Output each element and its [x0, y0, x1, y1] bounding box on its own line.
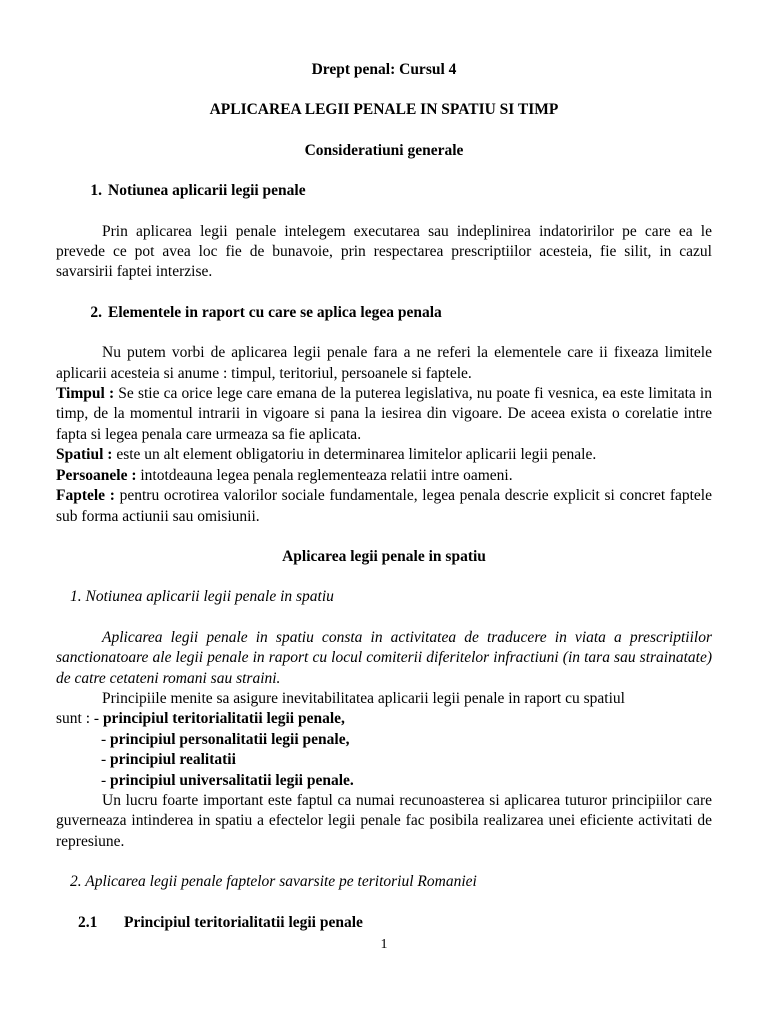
principle-reality: principiul realitatii	[110, 751, 236, 769]
list-item	[56, 730, 712, 750]
section-3-conclusion: Un lucru foarte important este faptul ca numai recunoasterea si aplicarea tuturor principiilor care guverneaza intinderea in spatiu a efectelor legii penale fac posibila realizarea unei eficiente activitati de represiune.	[56, 791, 712, 850]
principle-universality: principiul universalitatii legii penale.	[110, 771, 354, 789]
list-dash: -	[101, 751, 111, 769]
section-2-title: Elementele in raport cu care se aplica legea penala	[108, 303, 442, 321]
term-spatiul: Spatiul :	[56, 446, 113, 464]
section-1-paragraph: Prin aplicarea legii penale intelegem executarea sau indeplinirea indatoririlor pe care ea le prevede ce pot avea loc fie de bunavoie, prin respectarea prescriptiilor acesteia, fie silit, in cazul savarsirii faptei interzise.	[56, 222, 712, 281]
term-faptele: Faptele :	[56, 487, 115, 505]
list-item	[56, 771, 712, 791]
course-heading: Drept penal: Cursul 4	[311, 61, 457, 78]
definition-timpul	[56, 384, 712, 445]
term-timpul: Timpul :	[56, 385, 115, 403]
section-1-number: 1.	[90, 182, 102, 200]
section-3-italic-paragraph: Aplicarea legii penale in spatiu consta in activitatea de traducere in viata a prescriptiilor sanctionatoare ale legii penale in raport cu locul comiterii diferitelor infractiuni (in tara sau strainatate) de catre cetateni romani sau straini.	[56, 628, 712, 687]
subsection-2-1-heading	[56, 913, 712, 933]
section-1-heading	[56, 181, 712, 201]
principle-territoriality: principiul teritorialitatii legii penale,	[102, 710, 345, 728]
section-2-number: 2.	[90, 303, 102, 321]
definition-persoanele	[56, 466, 712, 486]
subsection-2-1-number: 2.1	[78, 913, 98, 931]
term-persoanele: Persoanele :	[56, 466, 137, 484]
definition-timpul-text: Se stie ca orice lege care emana de la puterea legislativa, nu poate fi vesnica, ea este limitata in timp, de la momentul intrarii in vigoare si pana la iesirea din vigoare. De aceea exista o corelatie intre fapta si legea penala care urmeaza sa fie aplicata.	[56, 385, 712, 443]
principle-personality: principiul personalitatii legii penale,	[110, 730, 350, 748]
definition-faptele	[56, 486, 712, 527]
subsection-2-1-title: Principiul teritorialitatii legii penale	[124, 913, 363, 931]
section-1-title: Notiunea aplicarii legii penale	[108, 182, 306, 200]
section-2-heading	[56, 303, 712, 323]
list-dash: -	[101, 730, 111, 748]
page-number: 1	[380, 937, 388, 952]
list-dash: -	[101, 771, 111, 789]
definition-persoanele-text: intotdeauna legea penala reglementeaza relatii intre oameni.	[136, 466, 513, 484]
section-subtitle: Consideratiuni generale	[304, 141, 464, 159]
page-title: APLICAREA LEGII PENALE IN SPATIU SI TIMP	[209, 101, 559, 119]
principles-intro: Principiile menite sa asigure inevitabilitatea aplicarii legii penale in raport cu spatiul	[102, 689, 625, 707]
section-2-paragraph: Nu putem vorbi de aplicarea legii penale fara a ne referi la elementele care ii fixeaza limitele aplicarii acesteia si anume : timpul, teritoriul, persoanele si faptele.	[56, 344, 712, 382]
definition-faptele-text: pentru ocrotirea valorilor sociale fundamentale, legea penala descrie explicit si concret faptele sub forma actiunii sau omisiunii.	[56, 487, 712, 525]
definition-spatiul-text: este un alt element obligatoriu in determinarea limitelor aplicarii legii penale.	[112, 446, 597, 464]
list-item	[56, 750, 712, 770]
principles-list-first	[56, 709, 712, 729]
subsection-2-heading: 2. Aplicarea legii penale faptelor savarsite pe teritoriul Romaniei	[70, 873, 477, 891]
subsection-1-heading: 1. Notiunea aplicarii legii penale in spatiu	[70, 588, 334, 606]
section-3-heading: Aplicarea legii penale in spatiu	[282, 547, 486, 565]
definition-spatiul	[56, 445, 712, 465]
principles-lead: sunt : -	[56, 710, 103, 728]
